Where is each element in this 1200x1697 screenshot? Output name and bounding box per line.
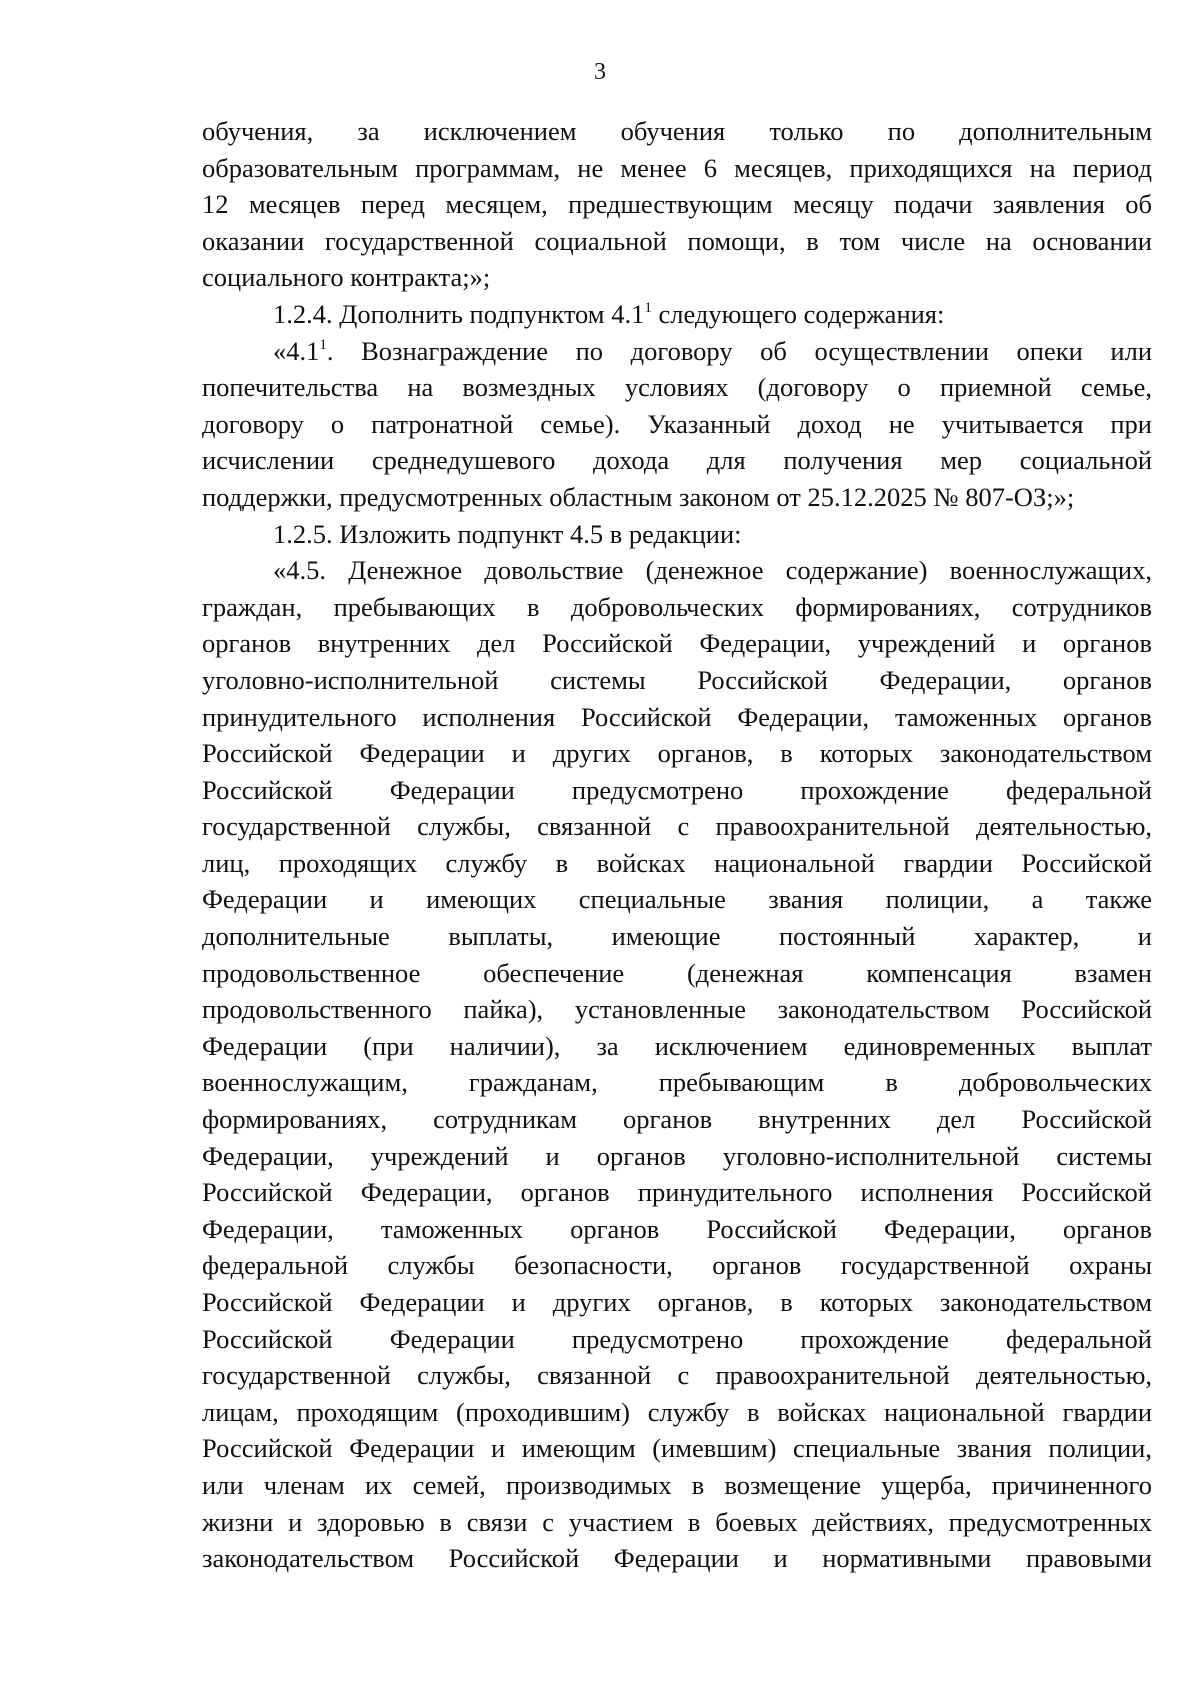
- text-line: государственной службы, связанной с правоохранительной деятельностью,: [202, 1360, 1152, 1391]
- paragraph-4-1-1: [202, 333, 1152, 516]
- text-line: законодательством Российской Федерации и нормативными правовыми: [202, 1543, 1152, 1574]
- text-line: Федерации (при наличии), за исключением единовременных выплат: [202, 1030, 1152, 1061]
- text-segment: «4.1: [273, 335, 320, 366]
- text-line: лицам, проходящим (проходившим) службу в войсках национальной гвардии: [202, 1396, 1152, 1427]
- paragraph-continuation: [202, 113, 1152, 296]
- text-line: дополнительные выплаты, имеющие постоянный характер, и: [202, 921, 1152, 952]
- text-line: лиц, проходящих службу в войсках национальной гвардии Российской: [202, 847, 1152, 878]
- text-line: [202, 333, 1152, 370]
- text-line: Российской Федерации и имеющим (имевшим) специальные звания полиции,: [202, 1433, 1152, 1464]
- text-line: формированиях, сотрудникам органов внутренних дел Российской: [202, 1104, 1152, 1135]
- text-line: социального контракта;»;: [202, 262, 491, 293]
- text-line: уголовно-исполнительной системы Российской Федерации, органов: [202, 664, 1152, 695]
- paragraph-4-5: [202, 552, 1152, 1577]
- text-line: договору о патронатной семье). Указанный доход не учитывается при: [202, 408, 1152, 439]
- text-line: государственной службы, связанной с правоохранительной деятельностью,: [202, 811, 1152, 842]
- text-line: граждан, пребывающих в добровольческих формированиях, сотрудников: [202, 591, 1152, 622]
- paragraph-1-2-4: [202, 296, 1152, 333]
- text-line: 1.2.5. Изложить подпункт 4.5 в редакции:: [273, 518, 742, 549]
- text-line: обучения, за исключением обучения только по дополнительным: [202, 116, 1152, 146]
- text-line: органов внутренних дел Российской Федерации, учреждений и органов: [202, 628, 1152, 659]
- text-line: Российской Федерации и других органов, в которых законодательством: [202, 738, 1152, 769]
- text-line: или членам их семей, производимых в возмещение ущерба, причиненного: [202, 1469, 1152, 1500]
- text-line: федеральной службы безопасности, органов государственной охраны: [202, 1250, 1152, 1281]
- text-line: Российской Федерации и других органов, в которых законодательством: [202, 1287, 1152, 1317]
- text-line: образовательным программам, не менее 6 месяцев, приходящихся на период: [202, 152, 1152, 183]
- text-segment: следующего содержания:: [651, 298, 945, 329]
- text-line: Российской Федерации предусмотрено прохождение федеральной: [202, 1323, 1152, 1354]
- page-number: 3: [594, 59, 606, 85]
- text-line: Федерации и имеющих специальные звания полиции, а также: [202, 884, 1152, 915]
- text-line: попечительства на возмездных условиях (договору о приемной семье,: [202, 372, 1152, 403]
- text-line: продовольственное обеспечение (денежная компенсация взамен: [202, 957, 1152, 988]
- superscript: 1: [644, 299, 652, 316]
- text-line: 12 месяцев перед месяцем, предшествующим месяцу подачи заявления об: [202, 189, 1152, 220]
- text-line: оказании государственной социальной помощи, в том числе на основании: [202, 225, 1152, 256]
- text-line: поддержки, предусмотренных областным законом от 25.12.2025 № 807-ОЗ;»;: [202, 481, 1075, 512]
- text-line: [202, 296, 1152, 333]
- text-line: жизни и здоровью в связи с участием в боевых действиях, предусмотренных: [202, 1506, 1152, 1537]
- superscript: 1: [319, 336, 327, 353]
- text-line: Федерации, учреждений и органов уголовно-исполнительной системы: [202, 1140, 1152, 1171]
- text-segment: . Вознаграждение по договору об осуществлении опеки или: [326, 335, 1152, 366]
- text-line: военнослужащим, гражданам, пребывающим в добровольческих: [202, 1067, 1152, 1098]
- text-segment: 1.2.4. Дополнить подпунктом 4.1: [273, 298, 645, 329]
- text-line: «4.5. Денежное довольствие (денежное содержание) военнослужащих,: [273, 555, 1152, 586]
- paragraph-1-2-5: [202, 516, 1152, 553]
- document-body: [202, 113, 1152, 1577]
- text-line: исчислении среднедушевого дохода для получения мер социальной: [202, 445, 1152, 476]
- text-line: Федерации, таможенных органов Российской Федерации, органов: [202, 1213, 1152, 1244]
- text-line: принудительного исполнения Российской Федерации, таможенных органов: [202, 701, 1152, 732]
- text-line: Российской Федерации, органов принудительного исполнения Российской: [202, 1177, 1152, 1208]
- text-line: продовольственного пайка), установленные законодательством Российской: [202, 994, 1152, 1025]
- text-line: Российской Федерации предусмотрено прохождение федеральной: [202, 774, 1152, 805]
